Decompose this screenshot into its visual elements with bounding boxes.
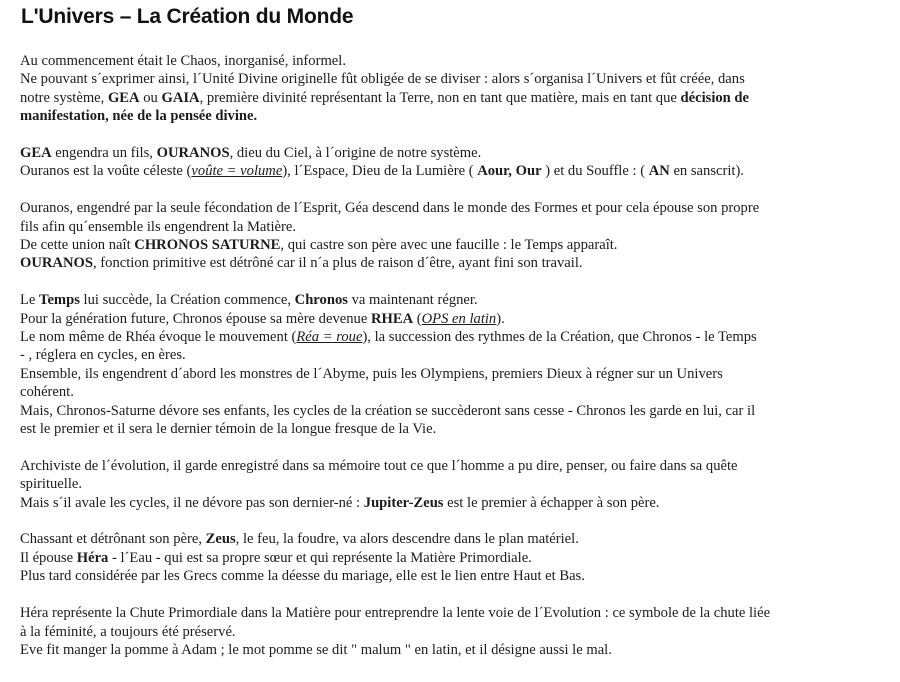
text-segment: Eve fit manger la pomme à Adam ; le mot pomme se dit " malum " en latin, et il désigne aussi le mal. (20, 641, 612, 658)
bold-text: GEA (107, 89, 140, 106)
bold-text: OURANOS (20, 255, 93, 272)
text-line (20, 346, 886, 364)
paragraph (20, 530, 886, 585)
text-segment: ), la succession des rythmes de la Création, que Chronos - le Temps (362, 329, 757, 346)
text-segment: à la féminité, a toujours été préservé. (20, 623, 236, 640)
paragraph (20, 199, 886, 273)
bold-text: RHEA (370, 310, 414, 327)
text-line (20, 402, 886, 420)
text-line (20, 70, 886, 88)
text-segment: Héra représente la Chute Primordiale dans la Matière pour entreprendre la lente voie de l´Evolution : ce symbole de la chute liée (20, 605, 771, 622)
text-segment: Archiviste de l´évolution, il garde enregistré dans sa mémoire tout ce que l´homme a pu dire, penser, ou faire dans sa quête (20, 457, 738, 474)
text-segment: , qui castre son père avec une faucille : le Temps apparaît. (280, 237, 618, 254)
text-line (20, 52, 886, 70)
text-segment: notre système, (20, 89, 108, 106)
bold-text: GAIA (161, 89, 200, 106)
bold-text: décision de (680, 89, 750, 106)
text-line (20, 218, 886, 236)
text-segment: engendra un fils, (51, 145, 157, 162)
bold-text: Héra (76, 549, 109, 566)
text-line (20, 291, 886, 309)
italic-underlined-text: voûte = volume (191, 163, 283, 180)
text-segment: , fonction primitive est détrôné car il n´a plus de raison d´être, ayant fini son travail. (92, 255, 583, 272)
bold-text: manifestation, née de la pensée divine. (20, 108, 258, 125)
paragraph (20, 291, 886, 438)
text-segment: Le nom même de Rhéa évoque le mouvement ( (20, 329, 297, 346)
bold-text: OURANOS (156, 145, 230, 162)
paragraph (20, 144, 886, 181)
text-segment: ( (413, 310, 422, 327)
text-segment: - , réglera en cycles, en ères. (20, 347, 186, 364)
text-line (20, 475, 886, 493)
text-line (20, 623, 886, 641)
text-segment: Ouranos, engendré par la seule fécondation de l´Esprit, Géa descend dans le monde des Formes et pour cela épouse son propre (20, 200, 760, 217)
text-line (20, 494, 886, 512)
bold-text: AN (648, 163, 670, 180)
text-segment: cohérent. (20, 384, 74, 401)
text-segment: ou (139, 89, 162, 106)
document-title: L'Univers – La Création du Monde (21, 5, 354, 28)
text-line (20, 604, 886, 622)
text-segment: ), l´Espace, Dieu de la Lumière ( (282, 163, 478, 180)
text-line (20, 162, 886, 180)
text-line (20, 236, 886, 254)
text-segment: Il épouse (20, 549, 77, 566)
text-line (20, 549, 886, 567)
text-segment: Ouranos est la voûte céleste ( (20, 163, 192, 180)
text-line (20, 144, 886, 162)
text-segment: De cette union naît (20, 237, 135, 254)
text-line (20, 530, 886, 548)
text-segment: Mais, Chronos-Saturne dévore ses enfants, les cycles de la création se succèderont sans cesse - Chronos les garde en lui, car il (20, 402, 756, 419)
text-line (20, 420, 886, 438)
text-segment: , le feu, la foudre, va alors descendre dans le plan matériel. (235, 531, 579, 548)
text-line (20, 254, 886, 272)
text-segment: Plus tard considérée par les Grecs comme la déesse du mariage, elle est le lien entre Haut et Bas. (20, 568, 585, 585)
text-line (20, 199, 886, 217)
text-segment: est le premier à échapper à son père. (443, 494, 660, 511)
document-body (20, 52, 886, 659)
text-segment: ) et du Souffle : ( (541, 163, 649, 180)
paragraph (20, 52, 886, 126)
text-line (20, 641, 886, 659)
text-segment: Chassant et détrônant son père, (20, 531, 206, 548)
text-segment: Pour la génération future, Chronos épouse sa mère devenue (20, 310, 371, 327)
text-segment: Le (20, 292, 40, 309)
text-segment: fils afin qu´ensemble ils engendrent la Matière. (20, 218, 296, 235)
paragraph (20, 604, 886, 659)
text-segment: Au commencement était le Chaos, inorganisé, informel. (20, 53, 346, 69)
text-segment: Mais s´il avale les cycles, il ne dévore pas son dernier-né : (20, 494, 364, 511)
bold-text: Temps (39, 292, 80, 309)
bold-text: Jupiter-Zeus (363, 494, 444, 511)
text-segment: va maintenant régner. (347, 292, 478, 309)
text-line (20, 383, 886, 401)
bold-text: GEA (20, 145, 52, 162)
text-segment: en sanscrit). (669, 163, 744, 180)
text-line (20, 89, 886, 107)
text-segment: est le premier et il sera le dernier témoin de la longue fresque de la Vie. (20, 421, 437, 438)
text-line (20, 567, 886, 585)
bold-text: Aour, Our (477, 163, 542, 180)
text-segment: lui succède, la Création commence, (79, 292, 295, 309)
text-line (20, 365, 886, 383)
text-segment: Ne pouvant s´exprimer ainsi, l´Unité Divine originelle fût obligée de se diviser : alors s´organisa l´Univers et fût créée, dans (20, 71, 745, 88)
text-line (20, 107, 886, 125)
bold-text: Chronos (294, 292, 348, 309)
bold-text: Zeus (205, 531, 236, 548)
text-segment: Ensemble, ils engendrent d´abord les monstres de l´Abyme, puis les Olympiens, premiers Dieux à régner sur un Univers (20, 365, 723, 382)
italic-underlined-text: OPS en latin (421, 310, 497, 327)
text-segment: spirituelle. (20, 476, 83, 493)
text-line (20, 457, 886, 475)
text-segment: - l´Eau - qui est sa propre sœur et qui représente la Matière Primordiale. (108, 549, 532, 566)
text-segment: , première divinité représentant la Terre, non en tant que matière, mais en tant que (199, 89, 681, 106)
bold-text: CHRONOS SATURNE (134, 237, 281, 254)
text-line (20, 328, 886, 346)
italic-underlined-text: Réa = roue (296, 329, 363, 346)
text-line (20, 310, 886, 328)
text-segment: ). (496, 310, 505, 327)
text-segment: , dieu du Ciel, à l´origine de notre système. (229, 145, 482, 162)
paragraph (20, 457, 886, 512)
